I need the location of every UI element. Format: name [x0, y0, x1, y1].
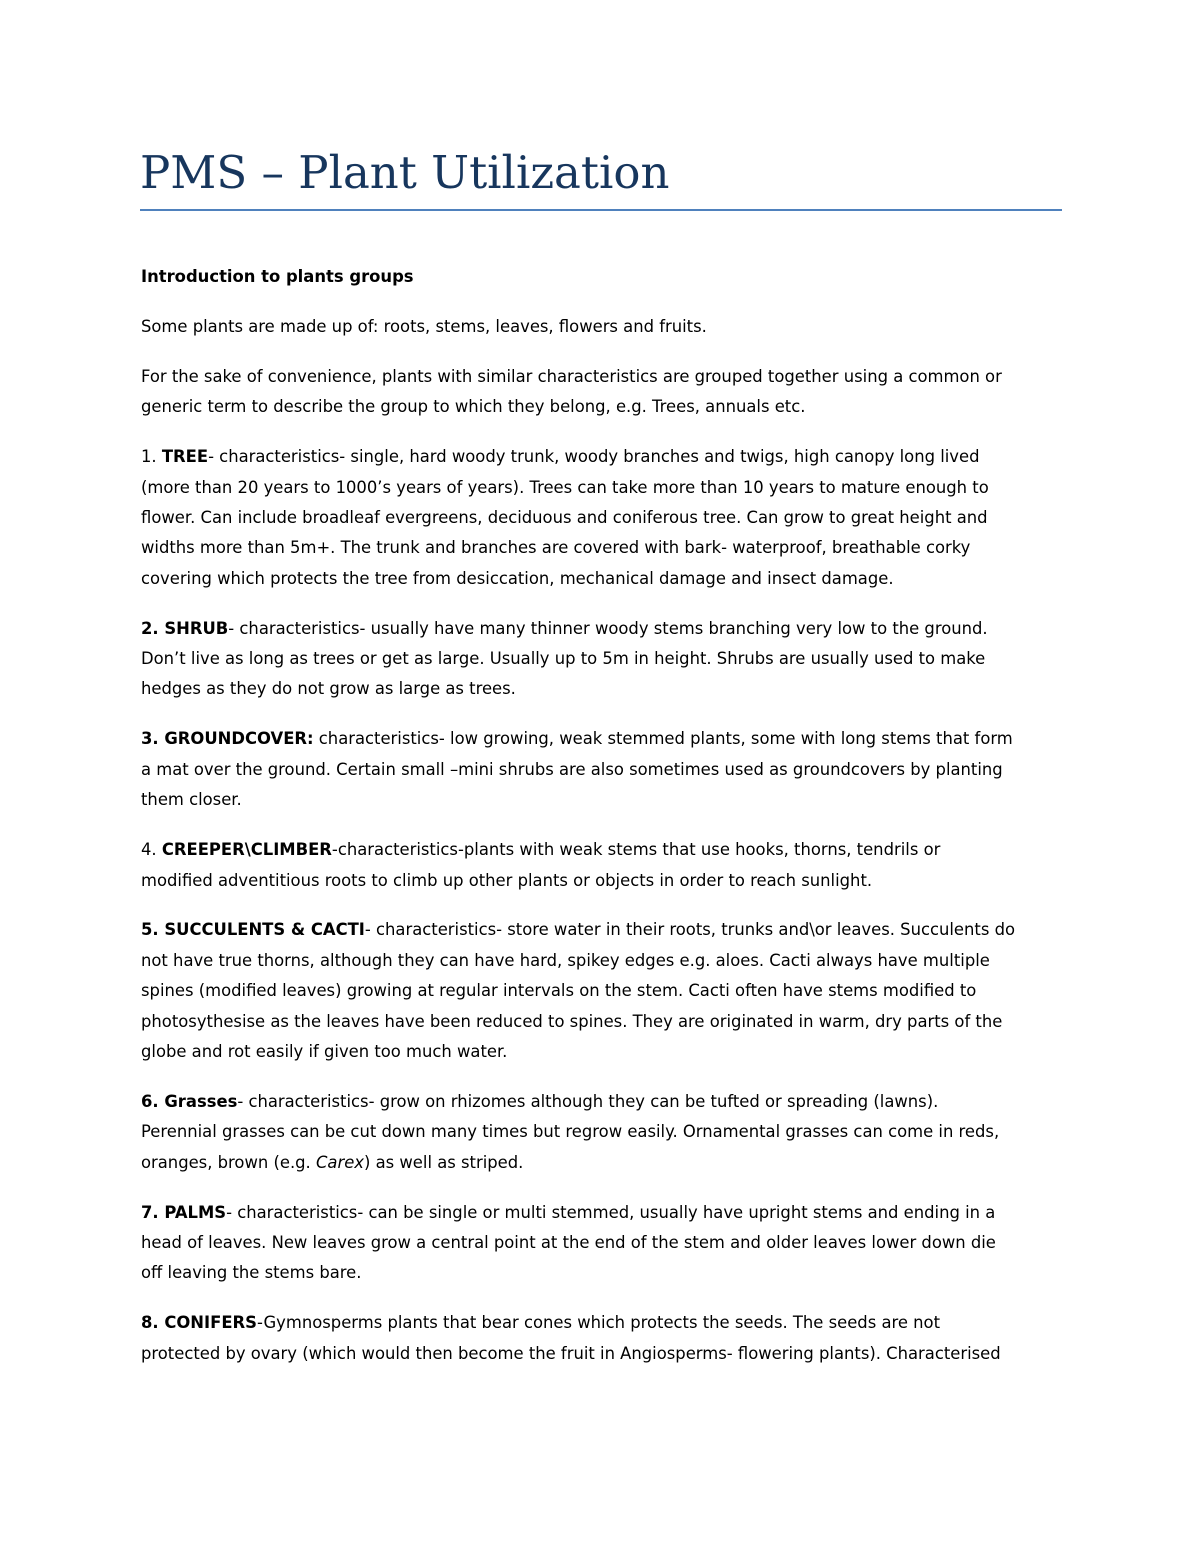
line	[141, 619, 988, 638]
line-text: globe and rot easily if given too much water.	[141, 1042, 508, 1062]
intro-paragraph: For the sake of convenience, plants with similar characteristics are grouped together using a common or generic term to describe the group to which they belong, e.g. Trees, annuals etc.	[141, 366, 1002, 417]
line-text: ) as well as striped.	[364, 1152, 524, 1172]
title-underline-divider	[140, 209, 1062, 211]
plant-group-creeper-climber	[141, 835, 1066, 896]
page-title: PMS – Plant Utilization	[140, 146, 670, 199]
line	[141, 1092, 938, 1111]
plant-group-groundcover	[141, 724, 1066, 815]
line-text: photosythesise as the leaves have been reduced to spines. They are originated in warm, dry parts of the	[141, 1011, 1003, 1031]
line-text: characteristics- low growing, weak stemmed plants, some with long stems that form	[313, 729, 1013, 749]
line-text: head of leaves. New leaves grow a central point at the end of the stem and older leaves lower down die	[141, 1233, 996, 1253]
line	[141, 840, 940, 859]
line-text: -characteristics-plants with weak stems that use hooks, thorns, tendrils or	[331, 840, 941, 860]
line-text: (more than 20 years to 1000’s years of years). Trees can take more than 10 years to mature enough to	[141, 477, 989, 497]
line	[141, 1203, 995, 1222]
line-text: - characteristics- usually have many thinner woody stems branching very low to the ground.	[228, 618, 988, 638]
group-term: TREE	[161, 447, 209, 467]
document-body	[141, 262, 1066, 1389]
line-text: spines (modified leaves) growing at regular intervals on the stem. Cacti often have stems modified to	[141, 981, 977, 1001]
line-text: hedges as they do not grow as large as trees.	[141, 679, 516, 699]
line-text: them closer.	[141, 790, 242, 810]
list-number: 2.	[141, 618, 165, 638]
plant-group-shrub	[141, 614, 1066, 705]
group-term: CREEPER\CLIMBER	[161, 840, 332, 860]
group-term: PALMS	[164, 1202, 227, 1222]
plant-group-grasses	[141, 1087, 1066, 1178]
group-term: Grasses	[164, 1091, 238, 1111]
line-text: widths more than 5m+. The trunk and branches are covered with bark- waterproof, breathable corky	[141, 538, 971, 558]
line-text: - characteristics- single, hard woody trunk, woody branches and twigs, high canopy long lived	[208, 447, 980, 467]
line-text: covering which protects the tree from desiccation, mechanical damage and insect damage.	[141, 568, 894, 588]
line-text: protected by ovary (which would then become the fruit in Angiosperms- flowering plants). Characterised	[141, 1343, 1001, 1363]
list-number: 6.	[141, 1091, 165, 1111]
line-text: - characteristics- store water in their roots, trunks and\or leaves. Succulents do	[364, 920, 1016, 940]
group-term: CONIFERS	[164, 1313, 257, 1333]
line-text: a mat over the ground. Certain small –mini shrubs are also sometimes used as groundcovers by planting	[141, 759, 1003, 779]
plant-group-palms	[141, 1198, 1066, 1289]
list-number: 1.	[141, 447, 162, 467]
list-number: 4.	[141, 840, 162, 860]
line	[141, 1313, 940, 1332]
intro-paragraph: Some plants are made up of: roots, stems, leaves, flowers and fruits.	[141, 316, 707, 336]
group-term: SUCCULENTS & CACTI	[164, 920, 365, 940]
section-heading: Introduction to plants groups	[141, 267, 414, 286]
line-text: -Gymnosperms plants that bear cones which protects the seeds. The seeds are not	[256, 1313, 941, 1333]
line	[141, 447, 980, 466]
plant-group-conifers	[141, 1308, 1066, 1369]
line-text: modified adventitious roots to climb up other plants or objects in order to reach sunlight.	[141, 870, 873, 890]
group-term: SHRUB	[164, 618, 229, 638]
line-text: - characteristics- grow on rhizomes although they can be tufted or spreading (lawns).	[237, 1091, 939, 1111]
line-text: off leaving the stems bare.	[141, 1263, 362, 1283]
list-number: 7.	[141, 1202, 165, 1222]
italic-genus-name: Carex	[315, 1152, 364, 1172]
group-term: GROUNDCOVER:	[164, 729, 314, 749]
line	[141, 1153, 523, 1172]
plant-group-tree	[141, 442, 1066, 594]
line-text: Perennial grasses can be cut down many times but regrow easily. Ornamental grasses can come in reds,	[141, 1122, 1000, 1142]
line	[141, 729, 1013, 748]
list-number: 5.	[141, 920, 165, 940]
list-number: 8.	[141, 1313, 165, 1333]
line-text: - characteristics- can be single or multi stemmed, usually have upright stems and ending in a	[226, 1202, 996, 1222]
line-text: Don’t live as long as trees or get as large. Usually up to 5m in height. Shrubs are usually used to make	[141, 649, 986, 669]
line	[141, 920, 1015, 939]
list-number: 3.	[141, 729, 165, 749]
line-text: flower. Can include broadleaf evergreens, deciduous and coniferous tree. Can grow to great height and	[141, 507, 988, 527]
line-text: oranges, brown (e.g.	[141, 1152, 316, 1172]
line-text: not have true thorns, although they can have hard, spikey edges e.g. aloes. Cacti always have multiple	[141, 950, 990, 970]
plant-group-succulents-cacti	[141, 915, 1066, 1067]
